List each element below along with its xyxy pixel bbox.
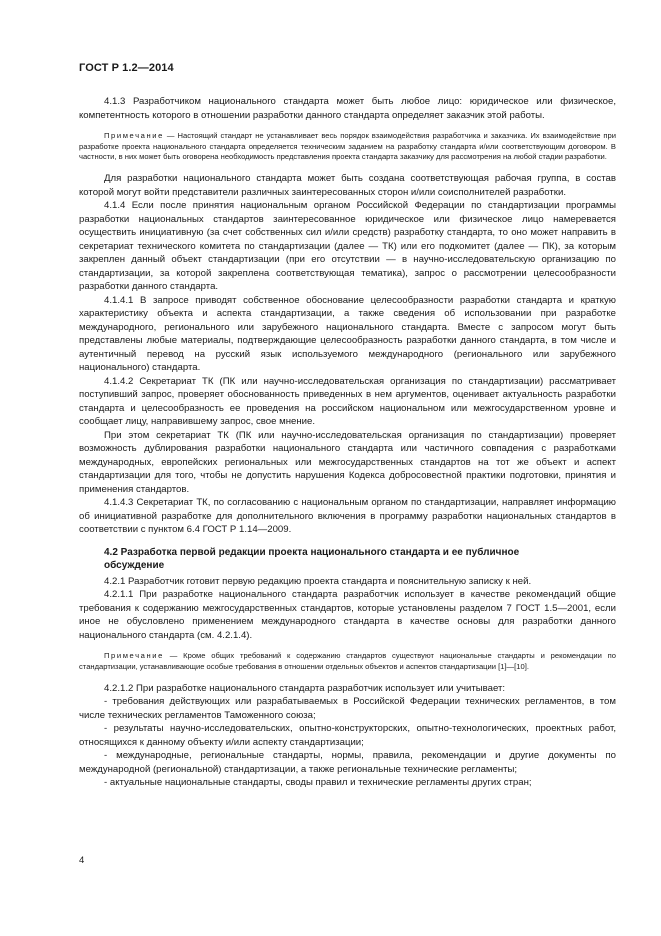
list-item: - международные, региональные стандарты, нормы, правила, рекомендации и другие документы по международной (региональной) стандартизации, а также региональные технические регламенты; bbox=[79, 750, 616, 775]
note-label: Примечание bbox=[104, 651, 164, 661]
document-body bbox=[79, 95, 616, 790]
note-text: — Настоящий стандарт не устанавливает весь порядок взаимодействия разработчика и заказчика. Их взаимодействие при разработке проекта национального стандарта определяется техническим заданием на разработку стандарта и/или соответствующим договором. В частности, в них может быть оговорена необходимость представления проекта стандарта заказчику для рассмотрения на любой стадии разработки. bbox=[79, 131, 616, 162]
section-heading-line-1: 4.2 Разработка первой редакции проекта национального стандарта и ее публичное bbox=[104, 546, 520, 558]
paragraph-4-2-1: 4.2.1 Разработчик готовит первую редакцию проекта стандарта и пояснительную записку к ней. bbox=[104, 575, 532, 587]
list-item: - результаты научно-исследовательских, опытно-конструкторских, опытно-технологических, проектных работ, относящихся к данному объекту и/или аспекту стандартизации; bbox=[79, 723, 616, 748]
paragraph-4-1-4: 4.1.4 Если после принятия национальным органом Российской Федерации по стандартизации программы разработки национальных стандартов заинтересованное юридическое или физическое лицо намеревается осуществить инициативную (за счет собственных сил и/или средств) разработку стандарта, то оно может направить в секретариат технического комитета по стандартизации (далее — ТК) или его подкомитет (далее — ПК), за которым закреплен данный объект стандартизации (при его отсутствии — в научно-исследовательскую организацию по стандартизации, за которой закреплена соответствующая тематика), запрос о рассмотрении целесообразности разработки данного стандарта. bbox=[79, 200, 616, 293]
paragraph-4-1-4-1: 4.1.4.1 В запросе приводят собственное обоснование целесообразности разработки стандарта и краткую характеристику объекта и аспекта стандартизации, а также сведения об использовании при разработке международного, регионального или зарубежного национального стандарта. Вместе с запросом могут быть представлены любые материалы, подтверждающие целесообразность разработки данного стандарта, в том числе и аутентичный перевод на русский язык используемого международного (регионального или зарубежного национального) стандарта. bbox=[79, 294, 616, 374]
paragraph-4-1-4-2: 4.1.4.2 Секретариат ТК (ПК или научно-исследовательская организация по стандартизации) рассматривает поступивший запрос, проверяет обоснованность приведенных в нем аргументов, оценивает актуальность разработки стандарта и целесообразность ее проведения на российском национальном или межгосударственном уровне и сообщает лицу, направившему запрос, свое мнение. bbox=[79, 375, 616, 428]
note-2 bbox=[79, 651, 616, 672]
paragraph-working-group: Для разработки национального стандарта может быть создана соответствующая рабочая группа, в состав которой могут войти представители различных заинтересованных сторон и/или соисполнителей разработки. bbox=[79, 173, 616, 198]
section-heading-line-2: обсуждение bbox=[104, 560, 165, 572]
paragraph-4-2-1-1: 4.2.1.1 При разработке национального стандарта разработчик использует в качестве рекомендаций общие требования к содержанию межгосударственных стандартов, которые установлены разделом 7 ГОСТ 1.5—2001, если иное не обусловлено применением международного стандарта в качестве основы для разработки данного национального стандарта (см. 4.2.1.4). bbox=[79, 589, 616, 641]
paragraph-4-1-4-3: 4.1.4.3 Секретариат ТК, по согласованию с национальным органом по стандартизации, направляет информацию об инициативной разработке для дополнительного включения в программу разработки национальных стандартов в соответствии с пунктом 6.4 ГОСТ Р 1.14—2009. bbox=[79, 497, 616, 536]
list-item: - актуальные национальные стандарты, своды правил и технические регламенты других стран; bbox=[104, 777, 532, 789]
page-number: 4 bbox=[79, 855, 85, 866]
standard-header: ГОСТ Р 1.2—2014 bbox=[79, 62, 174, 74]
note-label: Примечание bbox=[104, 131, 164, 140]
note-1 bbox=[79, 131, 616, 163]
note-text: — Кроме общих требований к содержанию стандартов существуют национальные стандарты и рекомендации по стандартизации, устанавливающие особые требования в отношении отдельных объектов и аспектов стандартизации [1]—[10]. bbox=[79, 651, 616, 671]
list-item: - требования действующих или разрабатываемых в Российской Федерации технических регламентов, в том числе технических регламентов Таможенного союза; bbox=[79, 696, 616, 721]
section-heading-4-2 bbox=[79, 546, 616, 573]
paragraph-secretariat-check: При этом секретариат ТК (ПК или научно-исследовательская организация по стандартизации) проверяет возможность дублирования разработки национального стандарта или частичного совпадения с разработками международных, европейских региональных или межгосударственных стандартов на тот же объект и аспект стандартизации для того, чтобы не допустить нарушения Кодекса добросовестной практики подготовки, принятия и применения стандартов. bbox=[79, 429, 616, 495]
paragraph-4-1-3: 4.1.3 Разработчиком национального стандарта может быть любое лицо: юридическое или физическое, компетентность которого в отношении разработки данного стандарта определяет заказчик этой работы. bbox=[79, 96, 616, 121]
paragraph-4-2-1-2: 4.2.1.2 При разработке национального стандарта разработчик использует или учитывает: bbox=[104, 682, 506, 694]
